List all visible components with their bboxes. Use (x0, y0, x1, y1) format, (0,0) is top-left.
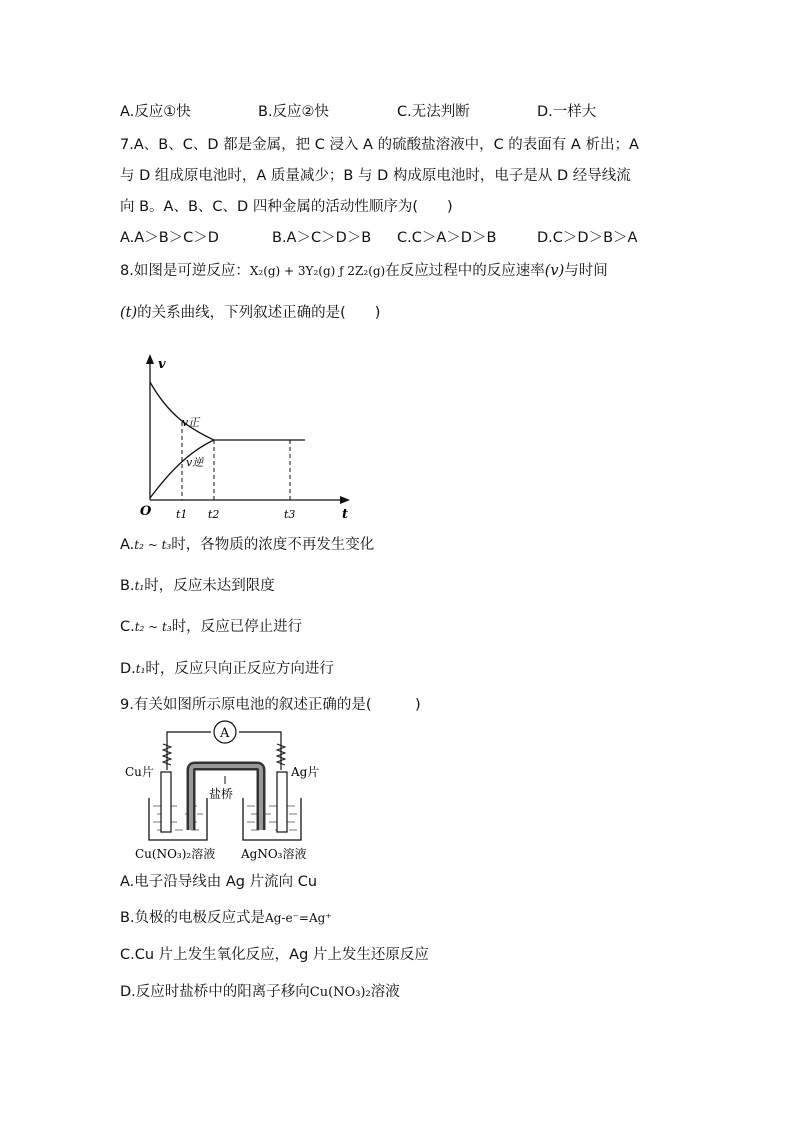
q7-option-c: C.C＞A＞D＞B (397, 230, 497, 246)
q8-option-c-prefix: C. (120, 619, 135, 635)
q9-option-b-prefix: B.负极的电极反应式是 (120, 910, 266, 926)
q8-option-b-var: t₁ (134, 579, 145, 593)
q8-middle: 在反应过程中的反应速率 (385, 263, 545, 279)
q8-prefix: 8.如图是可逆反应： (120, 263, 250, 279)
q8-option-d (120, 659, 334, 679)
q8-option-c-text: 时，反应已停止进行 (171, 619, 303, 635)
reverse-rate-curve (150, 440, 214, 498)
q7-option-d: D.C＞D＞B＞A (537, 230, 638, 246)
q9-option-b (120, 908, 332, 928)
reverse-rate-label: v逆 (186, 456, 204, 469)
left-solution-label: Cu(NO₃)₂溶液 (135, 847, 216, 861)
q8-option-d-text: 时，反应只向正反应方向进行 (145, 661, 334, 677)
q8-option-c (120, 617, 302, 637)
t1-label: t1 (176, 508, 188, 521)
q7-line-1: 7.A、B、C、D 都是金属，把 C 浸入 A 的硫酸盐溶液中，C 的表面有 A 析出；A (120, 137, 639, 153)
q8-option-a-text: 时，各物质的浓度不再发生变化 (171, 537, 375, 553)
forward-rate-label: v正 (182, 416, 200, 429)
ag-label: Ag片 (291, 765, 320, 779)
galvanic-cell-diagram (125, 718, 340, 866)
q9-option-c: C.Cu 片上发生氧化反应，Ag 片上发生还原反应 (120, 947, 429, 963)
q6-option-d: D.一样大 (537, 104, 597, 120)
q8-option-d-var: t₁ (135, 662, 146, 676)
left-beaker (149, 798, 207, 840)
right-solution-fill (247, 806, 297, 830)
q6-option-c: C.无法判断 (397, 104, 470, 120)
q8-rate-time-graph (130, 348, 360, 523)
q8-equation: X₂(g) + 3Y₂(g) ƒ 2Z₂(g) (249, 264, 386, 278)
right-beaker (243, 798, 301, 840)
t2-label: t2 (208, 508, 220, 521)
q8-option-b (120, 576, 275, 596)
q9-option-a: A.电子沿导线由 Ag 片流向 Cu (120, 874, 318, 890)
q7-option-a: A.A＞B＞C＞D (120, 230, 219, 246)
cu-label: Cu片 (125, 765, 154, 779)
q9-option-d-prefix: D.反应时盐桥中的阳离子移向 (120, 984, 310, 1000)
q8-option-b-prefix: B. (120, 578, 135, 594)
q8-v-symbol: (v) (544, 263, 565, 279)
cu-electrode (161, 772, 171, 832)
x-axis-label: t (342, 507, 349, 522)
y-axis-arrow (146, 354, 154, 364)
t3-label: t3 (284, 508, 296, 521)
q8-t-symbol: (t) (120, 305, 138, 321)
origin-label: O (140, 504, 152, 519)
q8-suffix: 与时间 (564, 263, 608, 279)
q7-line-3: 向 B。A、B、C、D 四种金属的活动性顺序为( ) (120, 199, 453, 215)
q8-stem-rest: 的关系曲线，下列叙述正确的是( ) (137, 305, 381, 321)
y-axis-label: v (158, 357, 166, 372)
q9-option-d (120, 982, 400, 1003)
q8-stem-line-1 (120, 261, 608, 281)
salt-bridge-label: 盐桥 (209, 787, 234, 801)
ammeter-label: A (220, 726, 230, 741)
q9-option-d-suffix: 溶液 (370, 984, 400, 1000)
q8-option-a-prefix: A. (120, 537, 135, 553)
q8-stem-line-2 (120, 303, 380, 323)
q8-option-a-var: t₂ ~ t₃ (134, 538, 172, 552)
q8-option-d-prefix: D. (120, 661, 136, 677)
x-axis-arrow (340, 496, 350, 504)
right-solution-label: AgNO₃溶液 (241, 847, 307, 861)
q6-option-a: A.反应①快 (120, 104, 191, 120)
q6-option-b: B.反应②快 (258, 104, 330, 120)
q8-option-a (120, 535, 374, 555)
q8-option-c-var: t₂ ~ t₃ (134, 620, 172, 634)
q7-option-b: B.A＞C＞D＞B (272, 230, 372, 246)
q9-option-b-equation: Ag-e⁻=Ag⁺ (265, 911, 332, 925)
ag-electrode (277, 772, 287, 832)
q8-option-b-text: 时，反应未达到限度 (144, 578, 275, 594)
q7-line-2: 与 D 组成原电池时，A 质量减少；B 与 D 构成原电池时，电子是从 D 经导线流 (120, 168, 631, 184)
q9-stem: 9.有关如图所示原电池的叙述正确的是( ) (120, 697, 421, 713)
q9-option-d-formula: Cu(NO₃)₂ (309, 985, 371, 1000)
